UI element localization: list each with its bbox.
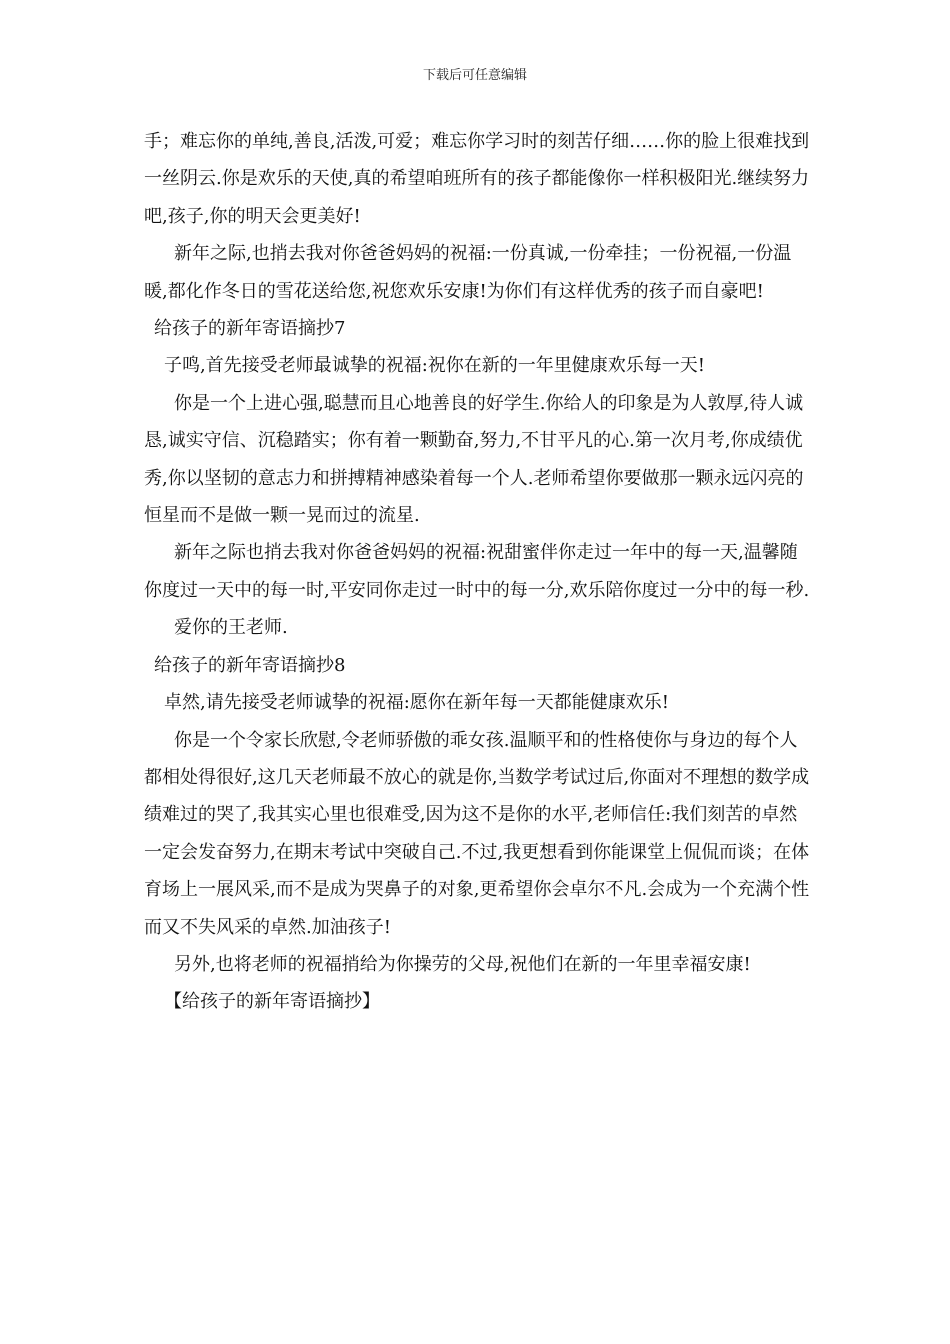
paragraph: 你是一个令家长欣慰,令老师骄傲的乖女孩.温顺平和的性格使你与身边的每个人都相处得很好,这几天老师最不放心的就是你,当数学考试过后,你面对不理想的数学成绩难过的哭了,我其实心里也很难受,因为这不是你的水平,老师信任:我们刻苦的卓然一定会发奋努力,在期末考试中突破自己.不过,我更想看到你能课堂上侃侃而谈；在体育场上一展风采,而不是成为哭鼻子的对象,更希望你会卓尔不凡.会成为一个充满个性而又不失风采的卓然.加油孩子! — [144, 729, 810, 938]
closing-title: 【给孩子的新年寄语摘抄】 — [164, 991, 380, 1013]
paragraph: 新年之际也捎去我对你爸爸妈妈的祝福:祝甜蜜伴你走过一年中的每一天,温馨随你度过一天中的每一时,平安同你走过一时中的每一分,欢乐陪你度过一分中的每一秒. — [144, 542, 810, 601]
paragraph: 子鸣,首先接受老师最诚挚的祝福:祝你在新的一年里健康欢乐每一天! — [164, 355, 706, 377]
document-body — [144, 123, 812, 1021]
section-heading: 给孩子的新年寄语摘抄7 — [154, 318, 346, 340]
paragraph: 手；难忘你的单纯,善良,活泼,可爱；难忘你学习时的刻苦仔细……你的脸上很难找到一丝阴云.你是欢乐的天使,真的希望咱班所有的孩子都能像你一样积极阳光.继续努力吧,孩子,你的明天会更美好! — [144, 131, 810, 227]
section-heading: 给孩子的新年寄语摘抄8 — [154, 654, 346, 676]
paragraph: 新年之际,也捎去我对你爸爸妈妈的祝福:一份真诚,一份牵挂；一份祝福,一份温暖,都化作冬日的雪花送给您,祝您欢乐安康!为你们有这样优秀的孩子而自豪吧! — [144, 243, 792, 302]
paragraph: 你是一个上进心强,聪慧而且心地善良的好学生.你给人的印象是为人敦厚,待人诚恳,诚实守信、沉稳踏实；你有着一颗勤奋,努力,不甘平凡的心.第一次月考,你成绩优秀,你以坚韧的意志力和拼搏精神感染着每一个人.老师希望你要做那一颗永远闪亮的恒星而不是做一颗一晃而过的流星. — [144, 392, 804, 527]
page-header: 下载后可任意编辑 — [422, 68, 527, 83]
paragraph: 另外,也将老师的祝福捎给为你操劳的父母,祝他们在新的一年里幸福安康! — [174, 953, 751, 975]
signature-line: 爱你的王老师. — [174, 617, 288, 639]
paragraph: 卓然,请先接受老师诚挚的祝福:愿你在新年每一天都能健康欢乐! — [164, 692, 670, 714]
